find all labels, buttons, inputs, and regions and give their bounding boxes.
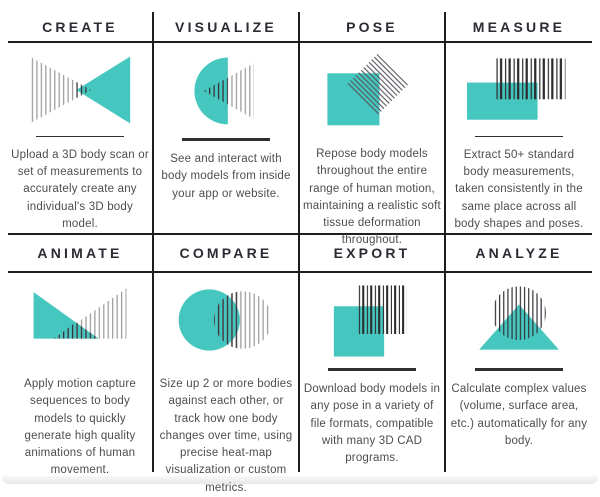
- icon-underline: [475, 136, 563, 137]
- semicircle-cone-icon: [161, 51, 291, 131]
- cell-title-measure: [446, 12, 592, 43]
- cell-measure: [446, 43, 592, 235]
- cell-title-visualize: [154, 12, 300, 43]
- compare-description: Size up 2 or more bodies against each other, or track how one body changes over time, using precise heat-map visualization or custom metrics.: [159, 378, 293, 494]
- cell-export: [300, 273, 446, 472]
- analyze-description: Calculate complex values (volume, surface area, etc.) automatically for any body.: [450, 383, 588, 447]
- square-diamond-hatch-icon: [307, 51, 437, 129]
- icon-underline: [328, 368, 416, 371]
- visualize-description: See and interact with body models from inside your app or website.: [161, 153, 291, 200]
- cell-title-pose: [300, 12, 446, 43]
- overlapping-circles-icon: [161, 281, 291, 359]
- cell-create: [8, 43, 154, 235]
- scan-cone-triangle-icon: [15, 51, 145, 129]
- visualize-title: VISUALIZE: [175, 18, 277, 35]
- measure-title: MEASURE: [472, 18, 566, 35]
- analyze-title: ANALYZE: [475, 245, 563, 261]
- icon-underline: [182, 138, 270, 141]
- icon-underline: [475, 368, 563, 371]
- create-description: Upload a 3D body scan or set of measurements to accurately create any individual's 3D body model.: [11, 148, 149, 230]
- icon-underline: [36, 136, 124, 137]
- compare-title: COMPARE: [179, 245, 273, 261]
- pose-description: Repose body models throughout the entire range of human motion, maintaining a realistic soft tissue deformation throughout.: [303, 148, 441, 247]
- cell-compare: [154, 273, 300, 494]
- cell-title-analyze: [446, 235, 592, 273]
- create-title: CREATE: [42, 18, 118, 35]
- rectangle-barcode-icon: [454, 51, 584, 129]
- cell-analyze: [446, 273, 592, 472]
- cell-title-animate: [8, 235, 154, 273]
- cell-title-export: [300, 235, 446, 273]
- feature-grid: [8, 12, 592, 494]
- pose-title: POSE: [346, 18, 398, 35]
- cell-title-create: [8, 12, 154, 43]
- cell-animate: [8, 273, 154, 477]
- cell-title-compare: [154, 235, 300, 273]
- export-title: EXPORT: [333, 245, 411, 261]
- cell-pose: [300, 43, 446, 247]
- animate-title: ANIMATE: [37, 245, 123, 261]
- circle-triangle-icon: [454, 281, 584, 361]
- export-description: Download body models in any pose in a variety of file formats, compatible with many 3D CAD programs.: [303, 383, 441, 464]
- animate-description: Apply motion capture sequences to body models to quickly generate high quality animations of human movement.: [23, 378, 137, 477]
- cell-visualize: [154, 43, 300, 235]
- square-barcode-icon: [307, 281, 437, 361]
- triangle-cone-icon: [15, 281, 145, 359]
- measure-description: Extract 50+ standard body measurements, taken consistently in the same place across all body shapes and poses.: [454, 148, 584, 230]
